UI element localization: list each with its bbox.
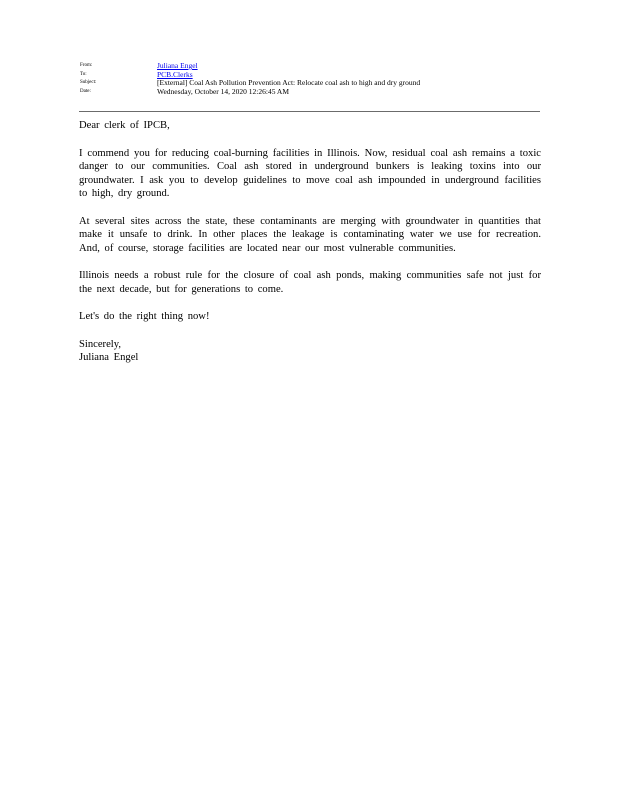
greeting: Dear clerk of IPCB, <box>79 120 170 131</box>
to-link[interactable]: PCB.Clerks <box>157 69 193 79</box>
date-value: Wednesday, October 14, 2020 12:26:45 AM <box>157 86 290 96</box>
from-label: From: <box>80 63 93 68</box>
header-divider <box>79 111 540 112</box>
closing: Sincerely, <box>79 338 121 350</box>
signoff <box>79 338 541 365</box>
body-paragraph-1: I commend you for reducing coal-burning facilities in Illinois. Now, residual coal ash remains a toxic danger to our communities. Coal ash stored in underground bunkers is leaking toxins into our groundwater. I ask you to develop guidelines to move coal ash impounded in underground facilities to high, dry ground. <box>79 147 541 199</box>
email-body <box>79 119 541 365</box>
body-paragraph-4: Let's do the right thing now! <box>79 311 210 322</box>
from-row <box>80 62 540 71</box>
body-paragraph-2: At several sites across the state, these contaminants are merging with groundwater in quantities that make it unsafe to drink. In other places the leakage is contaminating water we use for recreation. And, of course, storage facilities are located near our most vulnerable communities. <box>79 215 541 254</box>
subject-row <box>80 79 540 88</box>
date-row <box>80 88 540 97</box>
from-link[interactable]: Juliana Engel <box>157 61 198 70</box>
email-header <box>80 62 540 96</box>
subject-label: Subject: <box>80 80 97 85</box>
to-label: To: <box>80 71 87 77</box>
subject-value: [External] Coal Ash Pollution Prevention Act: Relocate coal ash to high and dry ground <box>157 78 421 87</box>
body-paragraph-3: Illinois needs a robust rule for the closure of coal ash ponds, making communities safe not just for the next decade, but for generations to come. <box>79 270 541 295</box>
signature: Juliana Engel <box>79 352 139 363</box>
date-label: Date: <box>80 88 91 94</box>
